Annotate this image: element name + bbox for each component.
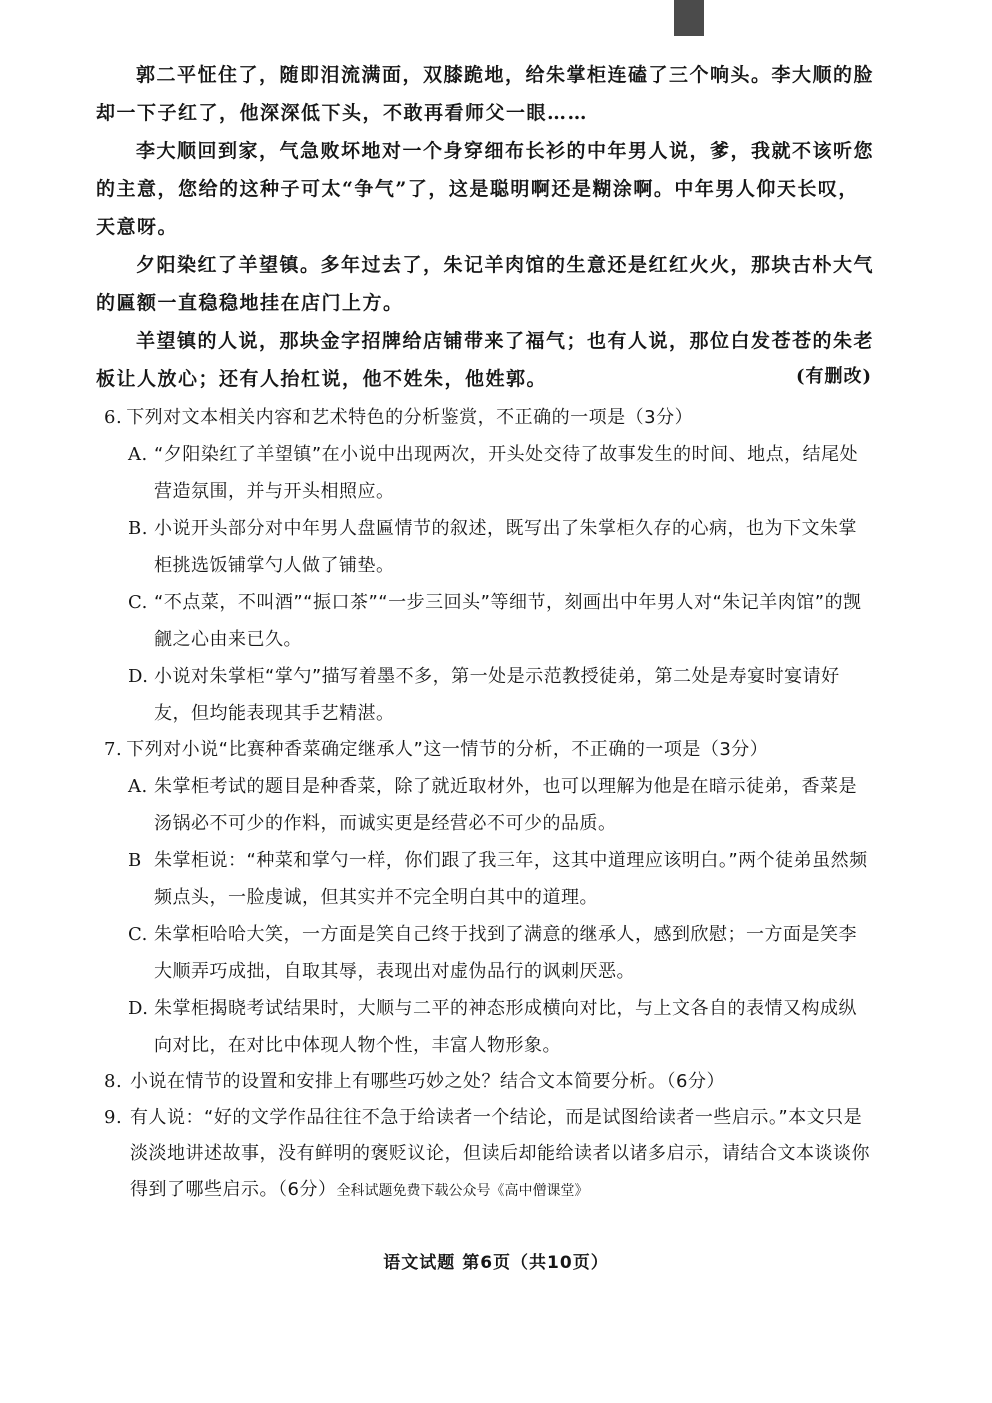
passage-paragraph: 李大顺回到家，气急败坏地对一个身穿细布长衫的中年男人说，爹，我就不该听您的主意，您给的这种子可太“争气”了，这是聪明啊还是糊涂啊。中年男人仰天长叹，天意呀。 (96, 140, 875, 238)
question-body (130, 1100, 874, 1209)
option-a (98, 436, 874, 510)
option-a (98, 768, 874, 842)
question-6 (98, 400, 874, 732)
question-stem (98, 1064, 874, 1100)
option-text: “夕阳染红了羊望镇”在小说中出现两次，开头处交待了故事发生的时间、地点，结尾处营造氛围，并与开头相照应。 (154, 444, 859, 502)
scan-corner-mark (674, 0, 704, 36)
option-b (98, 842, 874, 916)
question-number: 7. (104, 739, 123, 760)
option-letter: C. (128, 924, 148, 945)
option-b (98, 510, 874, 584)
story-passage (96, 56, 876, 398)
question-stem (98, 400, 874, 436)
question-number: 9. (104, 1107, 123, 1128)
question-list (98, 400, 874, 1209)
question-number: 6. (104, 407, 123, 428)
question-text: 小说在情节的设置和安排上有哪些巧妙之处？结合文本简要分析。（6分） (130, 1071, 725, 1092)
option-letter: B. (128, 518, 148, 539)
option-letter: A. (128, 444, 148, 465)
option-letter: D. (128, 666, 149, 687)
option-text: 朱掌柜哈哈大笑，一方面是笑自己终于找到了满意的继承人，感到欣慰；一方面是笑李大顺弄巧成拙，自取其辱，表现出对虚伪品行的讽刺厌恶。 (154, 924, 857, 982)
question-stem (98, 732, 874, 768)
option-d (98, 658, 874, 732)
question-text: 下列对文本相关内容和艺术特色的分析鉴赏，不正确的一项是（3分） (126, 407, 694, 428)
page-footer: 语文试题 第6页（共10页） (383, 1253, 609, 1273)
option-text: 小说开头部分对中年男人盘匾情节的叙述，既写出了朱掌柜久存的心病，也为下文朱掌柜挑选饭铺掌勺人做了铺垫。 (154, 518, 857, 576)
option-letter: D. (128, 998, 149, 1019)
question-text: 下列对小说“比赛种香菜确定继承人”这一情节的分析，不正确的一项是（3分） (126, 739, 769, 760)
option-letter: C. (128, 592, 148, 613)
question-9 (98, 1100, 874, 1209)
option-text: 朱掌柜考试的题目是种香菜，除了就近取材外，也可以理解为他是在暗示徒弟，香菜是汤锅必不可少的作料，而诚实更是经营必不可少的品质。 (154, 776, 857, 834)
question-text: 有人说：“好的文学作品往往不急于给读者一个结论，而是试图给读者一些启示。”本文只是淡淡地讲述故事，没有鲜明的褒贬议论，但读后却能给读者以诸多启示，请结合文本谈谈你得到了哪些启示。（6分） (130, 1107, 870, 1200)
option-text: 朱掌柜揭晓考试结果时，大顺与二平的神态形成横向对比，与上文各自的表情又构成纵向对比，在对比中体现人物个性，丰富人物形象。 (154, 998, 857, 1056)
option-d (98, 990, 874, 1064)
option-letter: B (128, 850, 142, 871)
question-number: 8. (104, 1071, 123, 1092)
question-8 (98, 1064, 874, 1100)
question-7 (98, 732, 874, 1064)
passage-paragraph: 羊望镇的人说，那块金字招牌给店铺带来了福气；也有人说，那位白发苍苍的朱老板让人放心；还有人抬杠说，他不姓朱，他姓郭。 (96, 330, 875, 390)
option-text: 朱掌柜说：“种菜和掌勺一样，你们跟了我三年，这其中道理应该明白。”两个徒弟虽然频频点头，一脸虔诚，但其实并不完全明白其中的道理。 (154, 850, 868, 908)
question-stem (98, 1100, 874, 1209)
option-c (98, 916, 874, 990)
option-text: 小说对朱掌柜“掌勺”描写着墨不多，第一处是示范教授徒弟，第二处是寿宴时宴请好友，但均能表现其手艺精湛。 (154, 666, 840, 724)
passage-paragraph: 郭二平怔住了，随即泪流满面，双膝跪地，给朱掌柜连磕了三个响头。李大顺的脸却一下子红了，他深深低下头，不敢再看师父一眼…… (96, 64, 875, 124)
passage-paragraph: 夕阳染红了羊望镇。多年过去了，朱记羊肉馆的生意还是红红火火，那块古朴大气的匾额一直稳稳地挂在店门上方。 (96, 254, 875, 314)
option-c (98, 584, 874, 658)
source-note: (有删改) (795, 366, 872, 387)
option-text: “不点菜，不叫酒”“振口茶”“一步三回头”等细节，刻画出中年男人对“朱记羊肉馆”的觊觎之心由来已久。 (154, 592, 862, 650)
download-note: 全科试题免费下载公众号《高中僧课堂》 (336, 1183, 589, 1199)
option-letter: A. (128, 776, 148, 797)
